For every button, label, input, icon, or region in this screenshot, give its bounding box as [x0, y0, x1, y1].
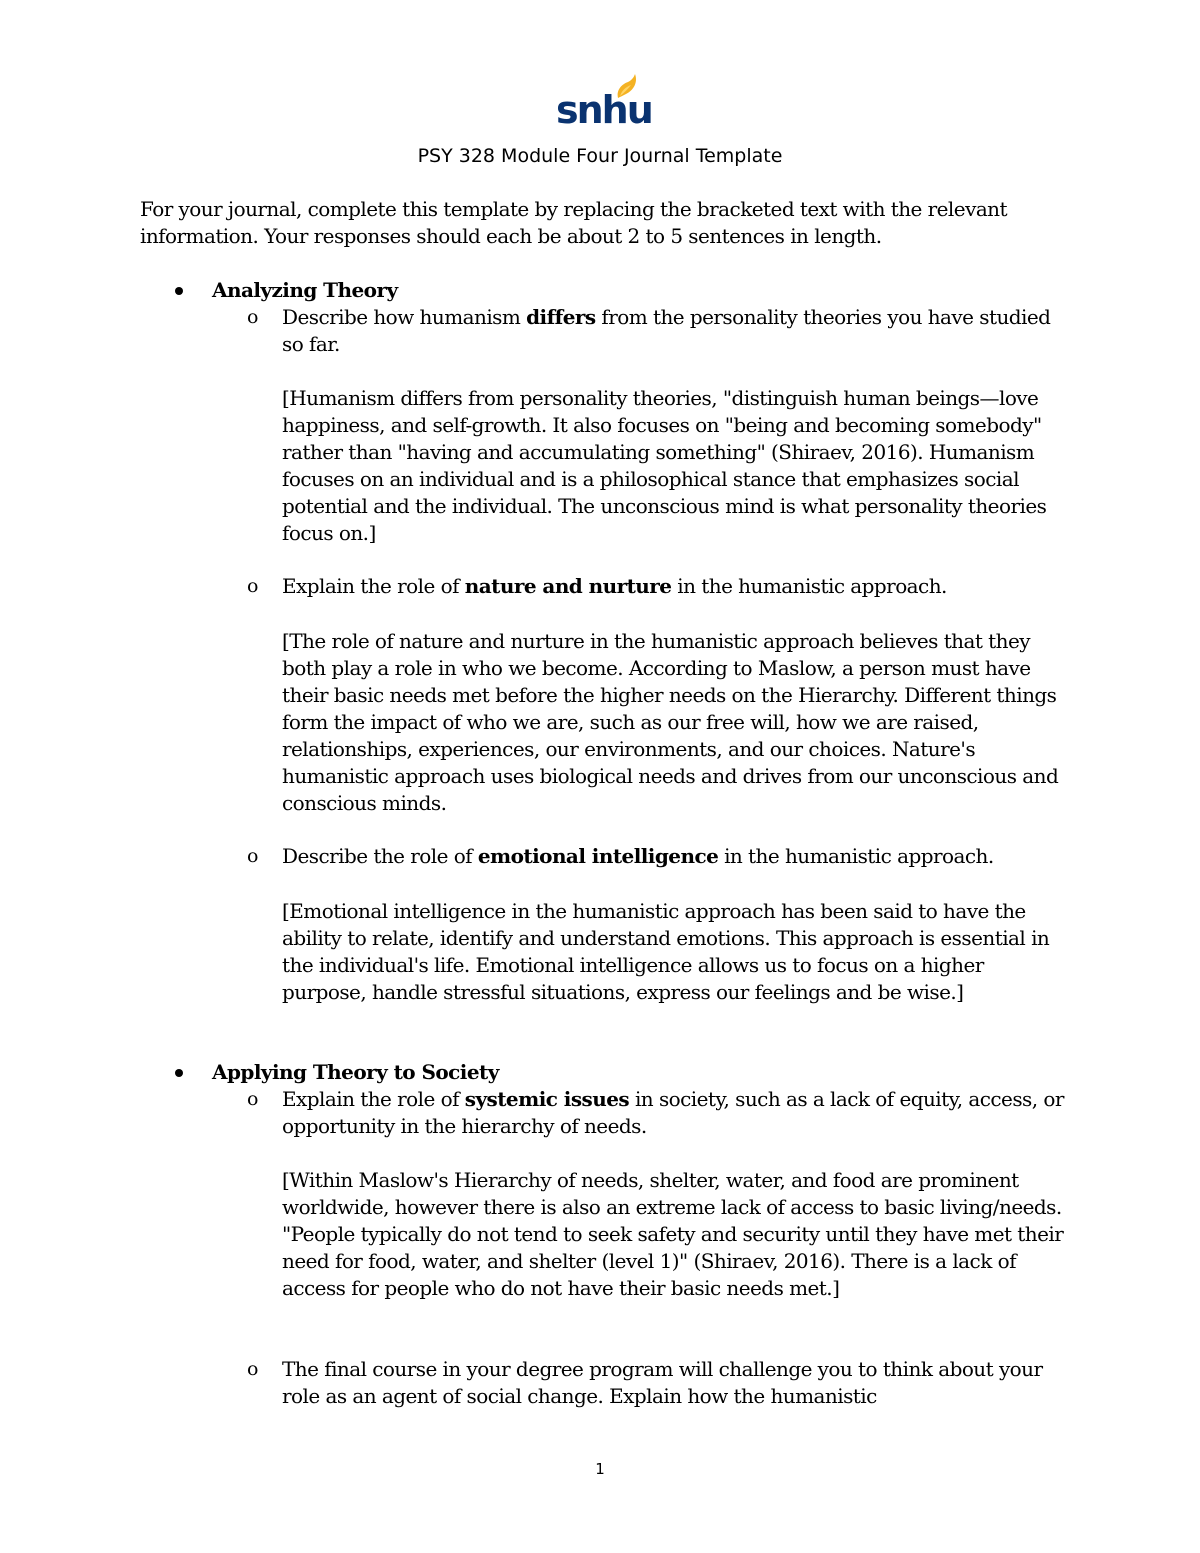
prompt-nature-nurture [282, 573, 1072, 600]
logo-wordmark: snhu [556, 88, 652, 132]
sub-bullet-marker: o [247, 1088, 259, 1110]
intro-paragraph: For your journal, complete this template by replacing the bracketed text with the relevant information. Your responses should each be about 2 to 5 sentences in length. [140, 197, 1008, 248]
sub-bullet-marker: o [247, 845, 259, 867]
prompt-social-change [282, 1356, 1072, 1410]
prompt-text: in the humanistic approach. [718, 844, 994, 868]
section-heading-applying-theory: Applying Theory to Society [212, 1060, 499, 1084]
page-number: 1 [595, 1460, 605, 1478]
prompt-keyword: systemic issues [464, 1087, 630, 1111]
snhu-logo [556, 74, 652, 132]
sub-bullet-marker: o [247, 306, 259, 328]
section-bullet [175, 1069, 183, 1077]
answer-nature-nurture: [The role of nature and nurture in the humanistic approach believes that they both play a role in who we become. According to Maslow, a person must have their basic needs met before the higher needs on the Hierarchy. Different things form the impact of who we are, such as our free will, how we are raised, relationships, experiences, our environments, and our choices. Nature's humanistic approach uses biological needs and drives from our unconscious and conscious minds. [282, 629, 1059, 815]
prompt-text: in the humanistic approach. [671, 574, 947, 598]
prompt-differs [282, 304, 1072, 358]
prompt-text: The final course in your degree program will challenge you to think about your role as an agent of social change. Explain how the humanistic [282, 1357, 1043, 1408]
prompt-systemic-issues [282, 1086, 1072, 1140]
document-title: PSY 328 Module Four Journal Template [417, 145, 783, 167]
prompt-emotional-intelligence [282, 843, 1072, 870]
prompt-keyword: differs [526, 305, 596, 329]
answer-differs: [Humanism differs from personality theories, "distinguish human beings—love happiness, and self-growth. It also focuses on "being and becoming somebody" rather than "having and accumulating something" (Shiraev, 2016). Humanism focuses on an individual and is a philosophical stance that emphasizes social potential and the individual. The unconscious mind is what personality theories focus on.] [282, 386, 1047, 545]
section-heading-analyzing-theory: Analyzing Theory [212, 278, 398, 302]
prompt-text: Describe the role of [282, 844, 478, 868]
answer-emotional-intelligence: [Emotional intelligence in the humanistic approach has been said to have the ability to relate, identify and understand emotions. This approach is essential in the individual's life. Emotional intelligence allows us to focus on a higher purpose, handle stressful situations, express our feelings and be wise.] [282, 899, 1050, 1004]
prompt-text: Explain the role of [282, 1087, 465, 1111]
prompt-text: Describe how humanism [282, 305, 527, 329]
sub-bullet-marker: o [247, 575, 259, 597]
sub-bullet-marker: o [247, 1358, 259, 1380]
prompt-keyword: nature and nurture [464, 574, 672, 598]
prompt-text: in society, such as a lack of equity, access, or opportunity in the hierarchy of needs. [282, 1087, 1064, 1138]
answer-systemic-issues: [Within Maslow's Hierarchy of needs, shelter, water, and food are prominent worldwide, however there is also an extreme lack of access to basic living/needs. "People typically do not tend to seek safety and security until they have met their need for food, water, and shelter (level 1)" (Shiraev, 2016). There is a lack of access for people who do not have their basic needs met.] [282, 1168, 1064, 1300]
prompt-text: from the personality theories you have studied so far. [282, 305, 1051, 356]
prompt-keyword: emotional intelligence [477, 844, 719, 868]
section-bullet [175, 287, 183, 295]
prompt-text: Explain the role of [282, 574, 465, 598]
